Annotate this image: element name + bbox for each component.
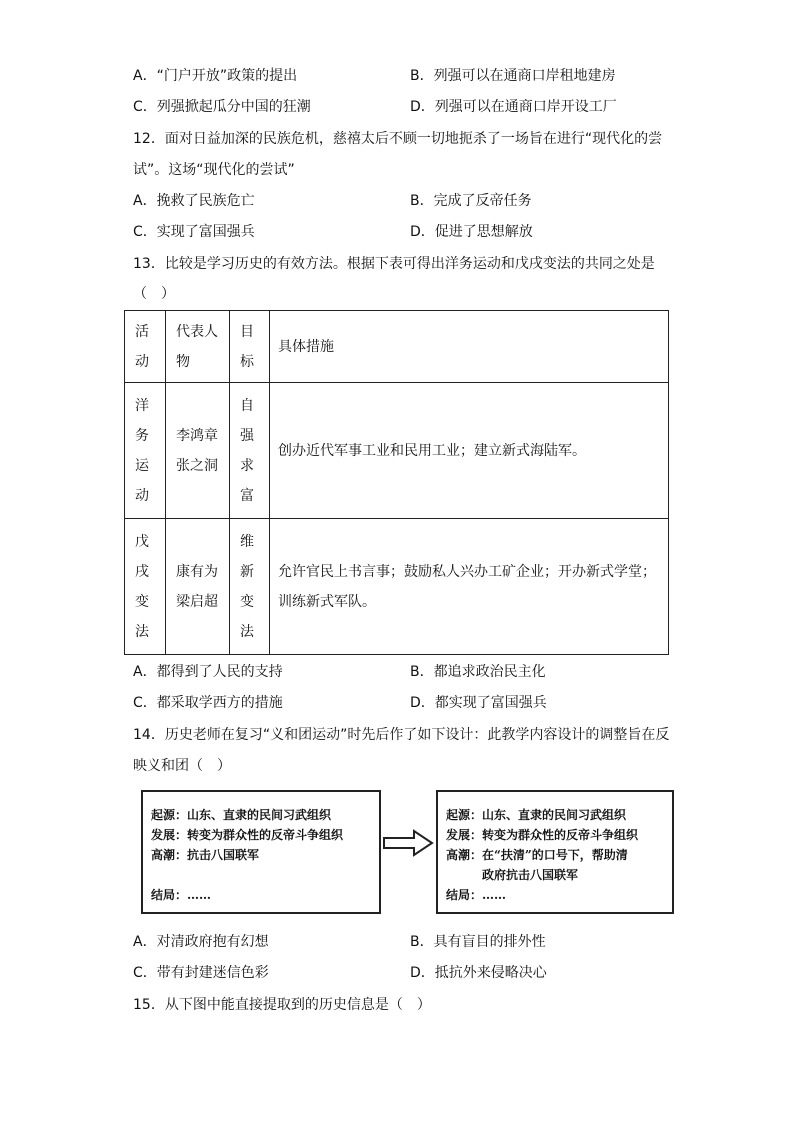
header-people-line2: 物 bbox=[176, 353, 190, 370]
q15-stem: 15．从下图中能直接提取到的历史信息是（ ） bbox=[133, 997, 431, 1013]
row2-goal bbox=[230, 519, 270, 655]
card-before-line1: 起源：山东、直隶的民间习武组织 bbox=[151, 808, 332, 822]
row2-measures-line2: 训练新式军队。 bbox=[278, 593, 376, 610]
row2-measures bbox=[270, 519, 669, 655]
comparison-table bbox=[124, 310, 669, 655]
row2-goal-char1: 维 bbox=[240, 533, 254, 550]
right-arrow-icon bbox=[382, 828, 434, 858]
row2-goal-char2: 新 bbox=[240, 563, 254, 580]
row1-people bbox=[166, 383, 230, 519]
q11-option-c: C．列强掀起瓜分中国的狂潮 bbox=[133, 99, 311, 115]
q13-option-a: A．都得到了人民的支持 bbox=[133, 664, 283, 680]
row1-goal-char1: 自 bbox=[240, 397, 254, 414]
q14-option-c: C．带有封建迷信色彩 bbox=[133, 965, 269, 981]
card-before-line2: 发展：转变为群众性的反帝斗争组织 bbox=[151, 828, 344, 842]
row2-measures-line1: 允许官民上书言事；鼓励私人兴办工矿企业；开办新式学堂； bbox=[278, 563, 656, 580]
q14-stem-line2: 映义和团（ ） bbox=[133, 758, 231, 774]
card-after-line1: 起源：山东、直隶的民间习武组织 bbox=[446, 808, 627, 822]
row2-goal-char3: 变 bbox=[240, 593, 254, 610]
row2-activity-char3: 变 bbox=[135, 593, 149, 610]
row2-goal-char4: 法 bbox=[240, 623, 254, 640]
header-goal-line2: 标 bbox=[240, 353, 254, 370]
q13-stem-line1: 13．比较是学习历史的有效方法。根据下表可得出洋务运动和戊戌变法的共同之处是 bbox=[133, 256, 655, 272]
row2-activity-char1: 戊 bbox=[135, 533, 149, 550]
card-after-line4: 政府抗击八国联军 bbox=[446, 868, 579, 882]
q11-option-a: A．“门户开放”政策的提出 bbox=[133, 68, 298, 84]
q14-option-d: D．抵抗外来侵略决心 bbox=[410, 965, 547, 981]
table-row bbox=[125, 519, 669, 655]
q11-option-d: D．列强可以在通商口岸开设工厂 bbox=[410, 99, 617, 115]
q12-stem-line1: 12．面对日益加深的民族危机，慈禧太后不顾一切地扼杀了一场旨在进行“现代化的尝 bbox=[133, 131, 663, 147]
row1-goal-char2: 强 bbox=[240, 427, 254, 444]
q11-option-b: B．列强可以在通商口岸租地建房 bbox=[410, 68, 616, 84]
header-measures: 具体措施 bbox=[270, 311, 669, 383]
q14-option-a: A．对清政府抱有幻想 bbox=[133, 934, 269, 950]
card-before-line3: 高潮：抗击八国联军 bbox=[151, 848, 260, 862]
row2-activity-char4: 法 bbox=[135, 623, 149, 640]
header-activity-line2: 动 bbox=[135, 353, 149, 370]
q14-stem-line1: 14．历史老师在复习“义和团运动”时先后作了如下设计：此教学内容设计的调整旨在反 bbox=[133, 727, 670, 743]
q13-option-c: C．都采取学西方的措施 bbox=[133, 695, 283, 711]
header-goal-line1: 目 bbox=[240, 323, 254, 340]
header-people-line1: 代表人 bbox=[176, 323, 218, 340]
row1-goal-char4: 富 bbox=[240, 487, 254, 504]
row2-activity-char2: 戌 bbox=[135, 563, 149, 580]
row2-people bbox=[166, 519, 230, 655]
card-after-line2: 发展：转变为群众性的反帝斗争组织 bbox=[446, 828, 639, 842]
q12-stem-line2: 试”。这场“现代化的尝试” bbox=[133, 162, 295, 178]
header-activity-line1: 活 bbox=[135, 323, 149, 340]
row1-measures-line1: 创办近代军事工业和民用工业；建立新式海陆军。 bbox=[278, 442, 586, 459]
row1-goal-char3: 求 bbox=[240, 457, 254, 474]
row2-person2: 梁启超 bbox=[176, 593, 218, 610]
header-activity bbox=[125, 311, 166, 383]
row1-person1: 李鸿章 bbox=[176, 427, 218, 444]
row1-measures bbox=[270, 383, 669, 519]
row1-activity bbox=[125, 383, 166, 519]
q12-option-c: C．实现了富国强兵 bbox=[133, 224, 255, 240]
header-people bbox=[166, 311, 230, 383]
row1-activity-char3: 运 bbox=[135, 457, 149, 474]
card-after-line3: 高潮：在“扶清”的口号下，帮助清 bbox=[446, 848, 628, 862]
card-after-line5: 结局：…… bbox=[446, 888, 507, 902]
row1-activity-char4: 动 bbox=[135, 487, 149, 504]
q13-option-b: B．都追求政治民主化 bbox=[410, 664, 546, 680]
card-before-line5: 结局：…… bbox=[151, 888, 212, 902]
q13-stem-line2: （ ） bbox=[133, 286, 175, 302]
row2-activity bbox=[125, 519, 166, 655]
q12-option-b: B．完成了反帝任务 bbox=[410, 193, 532, 209]
row1-goal bbox=[230, 383, 270, 519]
q12-option-a: A．挽救了民族危亡 bbox=[133, 193, 255, 209]
row2-person1: 康有为 bbox=[176, 563, 218, 580]
row1-person2: 张之洞 bbox=[176, 457, 218, 474]
table-header-row bbox=[125, 311, 669, 383]
header-goal bbox=[230, 311, 270, 383]
q14-option-b: B．具有盲目的排外性 bbox=[410, 934, 546, 950]
table-row bbox=[125, 383, 669, 519]
design-card-before bbox=[141, 790, 381, 914]
row1-activity-char1: 洋 bbox=[135, 397, 149, 414]
row1-activity-char2: 务 bbox=[135, 427, 149, 444]
design-card-after bbox=[436, 790, 674, 914]
q12-option-d: D．促进了思想解放 bbox=[410, 224, 533, 240]
q13-option-d: D．都实现了富国强兵 bbox=[410, 695, 547, 711]
